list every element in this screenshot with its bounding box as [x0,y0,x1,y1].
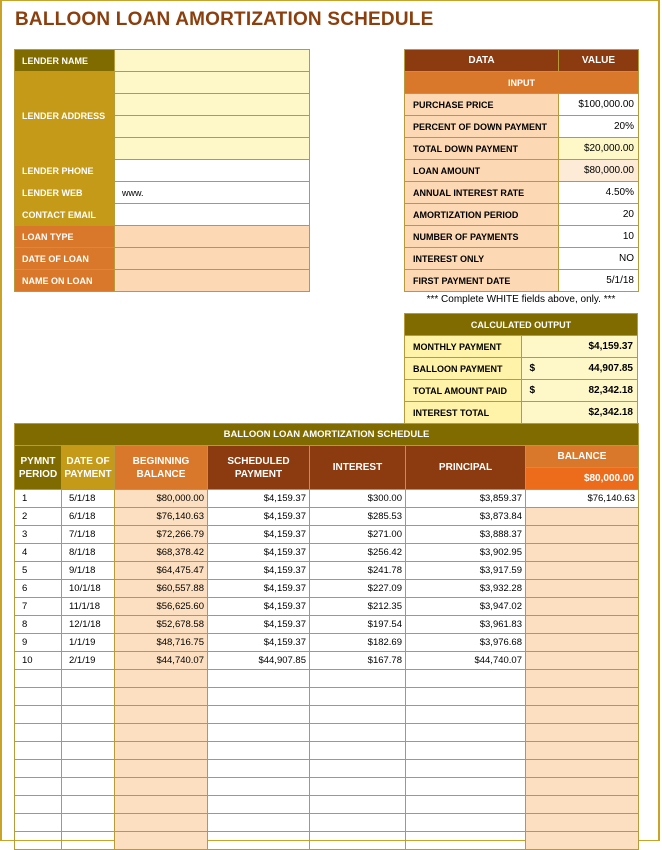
date-cell: 10/1/18 [62,580,115,598]
lender-address-field-3[interactable] [115,116,310,138]
date-cell: 1/1/19 [62,634,115,652]
scheduled-payment-cell [208,670,310,688]
beginning-balance-cell: $60,557.88 [115,580,208,598]
interest-cell [310,832,406,850]
period-cell: 10 [15,652,62,670]
lender-name-row [15,50,310,72]
loan-type-label: LOAN TYPE [15,226,115,248]
down-payment-percent-row [405,116,639,138]
date-cell: 9/1/18 [62,562,115,580]
interest-cell [310,814,406,832]
lender-info-table [14,49,310,292]
name-on-loan-row [15,270,310,292]
principal-cell [406,670,526,688]
period-cell: 9 [15,634,62,652]
period-cell: 2 [15,508,62,526]
scheduled-payment-cell: $4,159.37 [208,526,310,544]
beginning-balance-column-header: BEGINNING BALANCE [115,446,208,490]
period-cell [15,778,62,796]
amortization-period-row [405,204,639,226]
input-subheader: INPUT [405,72,639,94]
scheduled-payment-cell [208,778,310,796]
date-cell [62,742,115,760]
interest-only-label: INTEREST ONLY [405,248,559,270]
contact-email-label: CONTACT EMAIL [15,204,115,226]
balance-cell [526,688,639,706]
schedule-row [15,742,639,760]
principal-cell: $3,917.59 [406,562,526,580]
beginning-balance-cell: $64,475.47 [115,562,208,580]
schedule-row [15,508,639,526]
lender-web-field[interactable]: www. [115,182,310,204]
period-cell: 3 [15,526,62,544]
date-column-header: DATE OF PAYMENT [62,446,115,490]
interest-cell: $300.00 [310,490,406,508]
principal-cell [406,688,526,706]
interest-total-money [530,407,634,418]
date-cell [62,832,115,850]
lender-name-label: LENDER NAME [15,50,115,72]
beginning-balance-cell [115,670,208,688]
lender-name-field[interactable] [115,50,310,72]
principal-column-header: PRINCIPAL [406,446,526,490]
down-payment-percent-label: PERCENT OF DOWN PAYMENT [405,116,559,138]
principal-cell [406,742,526,760]
scheduled-payment-cell [208,724,310,742]
number-of-payments-field[interactable]: 10 [559,226,639,248]
schedule-row [15,562,639,580]
principal-cell [406,796,526,814]
period-cell [15,760,62,778]
monthly-payment-row [405,336,638,358]
first-payment-date-row [405,270,639,292]
total-amount-paid-row [405,380,638,402]
calculated-output-table [404,313,638,424]
interest-cell [310,760,406,778]
balloon-payment-value: 44,907.85 [588,363,633,374]
lender-address-field-2[interactable] [115,94,310,116]
instruction-note: *** Complete WHITE fields above, only. *** [426,294,616,305]
lender-phone-label: LENDER PHONE [15,160,115,182]
period-cell [15,742,62,760]
schedule-row [15,778,639,796]
beginning-balance-cell [115,814,208,832]
beginning-balance-cell: $44,740.07 [115,652,208,670]
interest-cell: $285.53 [310,508,406,526]
loan-type-row [15,226,310,248]
period-column-header: PYMNT PERIOD [15,446,62,490]
date-cell [62,688,115,706]
principal-cell: $44,740.07 [406,652,526,670]
date-cell [62,706,115,724]
schedule-row [15,634,639,652]
interest-only-field[interactable]: NO [559,248,639,270]
balance-cell [526,760,639,778]
input-subheader-row [405,72,639,94]
date-cell: 7/1/18 [62,526,115,544]
balance-cell [526,670,639,688]
principal-cell [406,706,526,724]
number-of-payments-row [405,226,639,248]
date-cell: 2/1/19 [62,652,115,670]
input-data-table [404,49,639,292]
purchase-price-row [405,94,639,116]
interest-column-header: INTEREST [310,446,406,490]
beginning-balance-cell [115,742,208,760]
first-payment-date-label: FIRST PAYMENT DATE [405,270,559,292]
beginning-balance-cell: $52,678.58 [115,616,208,634]
schedule-row [15,544,639,562]
interest-cell [310,724,406,742]
total-down-payment-row [405,138,639,160]
interest-cell [310,688,406,706]
balance-cell [526,706,639,724]
loan-type-field[interactable] [115,226,310,248]
total-down-payment-label: TOTAL DOWN PAYMENT [405,138,559,160]
number-of-payments-label: NUMBER OF PAYMENTS [405,226,559,248]
balloon-payment-label: BALLOON PAYMENT [405,358,522,380]
beginning-balance-cell [115,796,208,814]
principal-cell: $3,932.28 [406,580,526,598]
interest-cell [310,778,406,796]
interest-rate-row [405,182,639,204]
monthly-payment-cell [521,336,638,358]
scheduled-payment-cell: $4,159.37 [208,580,310,598]
scheduled-payment-cell [208,760,310,778]
total-amount-paid-value: 82,342.18 [588,385,633,396]
period-cell [15,670,62,688]
monthly-payment-label: MONTHLY PAYMENT [405,336,522,358]
period-cell: 5 [15,562,62,580]
principal-cell: $3,961.83 [406,616,526,634]
period-cell: 7 [15,598,62,616]
total-amount-paid-money [530,385,634,396]
scheduled-payment-column-header: SCHEDULED PAYMENT [208,446,310,490]
data-header-row [405,50,639,72]
beginning-balance-cell [115,778,208,796]
beginning-balance-cell [115,760,208,778]
schedule-row [15,706,639,724]
period-cell [15,706,62,724]
calculated-header-row [405,314,638,336]
interest-rate-field[interactable]: 4.50% [559,182,639,204]
lender-address-label: LENDER ADDRESS [15,72,115,160]
interest-total-row [405,402,638,424]
scheduled-payment-cell [208,688,310,706]
scheduled-payment-cell [208,742,310,760]
balloon-payment-row [405,358,638,380]
amortization-period-label: AMORTIZATION PERIOD [405,204,559,226]
interest-rate-label: ANNUAL INTEREST RATE [405,182,559,204]
lender-web-label: LENDER WEB [15,182,115,204]
calculated-output-header: CALCULATED OUTPUT [405,314,638,336]
schedule-row [15,598,639,616]
page-title: BALLOON LOAN AMORTIZATION SCHEDULE [15,9,434,30]
amortization-period-field[interactable]: 20 [559,204,639,226]
schedule-row [15,670,639,688]
beginning-balance-cell: $72,266.79 [115,526,208,544]
principal-cell: $3,873.84 [406,508,526,526]
schedule-row [15,688,639,706]
first-payment-date-field[interactable]: 5/1/18 [559,270,639,292]
principal-cell: $3,859.37 [406,490,526,508]
balance-cell [526,814,639,832]
total-amount-paid-currency: $ [529,385,536,396]
date-cell: 6/1/18 [62,508,115,526]
date-cell: 5/1/18 [62,490,115,508]
date-cell [62,760,115,778]
schedule-row [15,724,639,742]
beginning-balance-cell [115,832,208,850]
principal-cell [406,724,526,742]
balloon-payment-money [530,363,634,374]
name-on-loan-label: NAME ON LOAN [15,270,115,292]
scheduled-payment-cell: $4,159.37 [208,616,310,634]
balance-cell [526,508,639,526]
scheduled-payment-cell [208,796,310,814]
balance-cell [526,580,639,598]
balance-cell [526,598,639,616]
purchase-price-label: PURCHASE PRICE [405,94,559,116]
purchase-price-field[interactable]: $100,000.00 [559,94,639,116]
interest-cell [310,706,406,724]
data-column-header: DATA [405,50,559,72]
balance-cell [526,634,639,652]
interest-total-cell [521,402,638,424]
date-cell [62,724,115,742]
interest-total-label: INTEREST TOTAL [405,402,522,424]
schedule-row [15,796,639,814]
principal-cell [406,814,526,832]
balance-cell [526,832,639,850]
interest-cell: $182.69 [310,634,406,652]
name-on-loan-field[interactable] [115,270,310,292]
period-cell: 8 [15,616,62,634]
principal-cell [406,760,526,778]
interest-cell [310,796,406,814]
lender-web-row [15,182,310,204]
balance-cell [526,544,639,562]
beginning-balance-cell [115,706,208,724]
schedule-row [15,832,639,850]
monthly-payment-value: $4,159.37 [588,341,633,352]
period-cell [15,724,62,742]
lender-phone-field[interactable] [115,160,310,182]
schedule-row [15,526,639,544]
balance-cell [526,616,639,634]
interest-cell: $212.35 [310,598,406,616]
scheduled-payment-cell: $4,159.37 [208,544,310,562]
balance-cell [526,796,639,814]
scheduled-payment-cell: $4,159.37 [208,598,310,616]
down-payment-percent-field[interactable]: 20% [559,116,639,138]
interest-cell: $197.54 [310,616,406,634]
balloon-payment-cell [521,358,638,380]
amortization-schedule-table [14,423,639,850]
period-cell [15,688,62,706]
balloon-payment-currency: $ [529,363,536,374]
lender-phone-row [15,160,310,182]
schedule-row [15,814,639,832]
interest-cell: $256.42 [310,544,406,562]
interest-only-row [405,248,639,270]
date-of-loan-label: DATE OF LOAN [15,248,115,270]
beginning-balance-cell: $76,140.63 [115,508,208,526]
lender-address-field-1[interactable] [115,72,310,94]
balance-cell: $76,140.63 [526,490,639,508]
date-cell: 11/1/18 [62,598,115,616]
lender-address-field-4[interactable] [115,138,310,160]
schedule-row [15,652,639,670]
principal-cell [406,778,526,796]
interest-cell: $167.78 [310,652,406,670]
principal-cell: $3,888.37 [406,526,526,544]
date-cell [62,670,115,688]
period-cell: 1 [15,490,62,508]
scheduled-payment-cell [208,706,310,724]
beginning-balance-cell [115,688,208,706]
principal-cell: $3,902.95 [406,544,526,562]
interest-cell [310,670,406,688]
principal-cell [406,832,526,850]
date-of-loan-row [15,248,310,270]
beginning-balance-cell: $56,625.60 [115,598,208,616]
lender-address-row [15,72,310,94]
loan-amount-label: LOAN AMOUNT [405,160,559,182]
schedule-title: BALLOON LOAN AMORTIZATION SCHEDULE [15,424,639,446]
contact-email-field[interactable] [115,204,310,226]
period-cell [15,832,62,850]
scheduled-payment-cell: $4,159.37 [208,562,310,580]
period-cell: 6 [15,580,62,598]
value-column-header: VALUE [559,50,639,72]
contact-email-row [15,204,310,226]
period-cell [15,796,62,814]
total-amount-paid-label: TOTAL AMOUNT PAID [405,380,522,402]
loan-amount-row [405,160,639,182]
date-of-loan-field[interactable] [115,248,310,270]
beginning-balance-cell: $48,716.75 [115,634,208,652]
monthly-payment-money [530,341,634,352]
loan-amount-value: $80,000.00 [559,160,639,182]
period-cell: 4 [15,544,62,562]
scheduled-payment-cell: $4,159.37 [208,508,310,526]
date-cell: 12/1/18 [62,616,115,634]
date-cell [62,778,115,796]
interest-total-value: $2,342.18 [588,407,633,418]
interest-cell [310,742,406,760]
balance-cell [526,526,639,544]
balance-cell [526,562,639,580]
schedule-row [15,616,639,634]
balance-column-header: BALANCE [526,446,639,468]
total-down-payment-value: $20,000.00 [559,138,639,160]
interest-cell: $271.00 [310,526,406,544]
beginning-balance-cell [115,724,208,742]
date-cell [62,814,115,832]
scheduled-payment-cell: $4,159.37 [208,490,310,508]
balance-cell [526,742,639,760]
date-cell: 8/1/18 [62,544,115,562]
total-amount-paid-cell [521,380,638,402]
scheduled-payment-cell: $44,907.85 [208,652,310,670]
balance-cell [526,724,639,742]
schedule-row [15,760,639,778]
scheduled-payment-cell [208,814,310,832]
schedule-title-row [15,424,639,446]
date-cell [62,796,115,814]
schedule-row [15,490,639,508]
interest-cell: $227.09 [310,580,406,598]
schedule-header-row [15,446,639,468]
balance-cell [526,652,639,670]
starting-balance: $80,000.00 [526,468,639,490]
balance-cell [526,778,639,796]
principal-cell: $3,947.02 [406,598,526,616]
beginning-balance-cell: $68,378.42 [115,544,208,562]
beginning-balance-cell: $80,000.00 [115,490,208,508]
period-cell [15,814,62,832]
scheduled-payment-cell [208,832,310,850]
principal-cell: $3,976.68 [406,634,526,652]
scheduled-payment-cell: $4,159.37 [208,634,310,652]
schedule-row [15,580,639,598]
interest-cell: $241.78 [310,562,406,580]
